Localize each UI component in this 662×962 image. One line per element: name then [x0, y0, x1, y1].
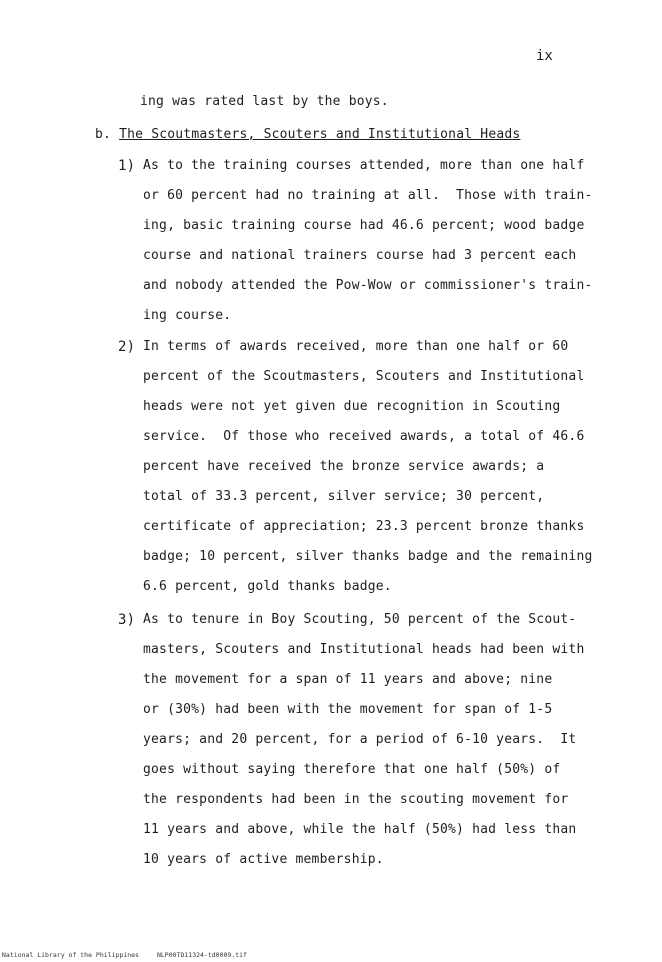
footer-library: National Library of the Philippines: [2, 951, 139, 959]
item-number: 2): [118, 339, 136, 355]
item-line: years; and 20 percent, for a period of 6-10 years. It: [143, 732, 577, 747]
item-line: total of 33.3 percent, silver service; 30 percent,: [143, 489, 545, 504]
item-line: In terms of awards received, more than one half or 60: [143, 339, 569, 354]
item-line: certificate of appreciation; 23.3 percent bronze thanks: [143, 519, 585, 534]
item-line: service. Of those who received awards, a total of 46.6: [143, 429, 585, 444]
intro-line: ing was rated last by the boys.: [140, 94, 389, 109]
item-line: ing, basic training course had 46.6 percent; wood badge: [143, 218, 585, 233]
item-line: percent have received the bronze service awards; a: [143, 459, 545, 474]
item-line: masters, Scouters and Institutional heads had been with: [143, 642, 585, 657]
item-line: or (30%) had been with the movement for span of 1-5: [143, 702, 553, 717]
item-line: As to the training courses attended, more than one half: [143, 158, 585, 173]
item-line: 11 years and above, while the half (50%) had less than: [143, 822, 577, 837]
item-number: 1): [118, 158, 136, 174]
item-line: percent of the Scoutmasters, Scouters and Institutional: [143, 369, 585, 384]
item-line: the movement for a span of 11 years and above; nine: [143, 672, 553, 687]
item-line: course and national trainers course had 3 percent each: [143, 248, 577, 263]
section-title: The Scoutmasters, Scouters and Institutional Heads: [119, 127, 521, 142]
page-number: ix: [536, 48, 553, 64]
item-line: 6.6 percent, gold thanks badge.: [143, 579, 392, 594]
item-line: goes without saying therefore that one half (50%) of: [143, 762, 561, 777]
item-line: or 60 percent had no training at all. Those with train-: [143, 188, 593, 203]
item-line: badge; 10 percent, silver thanks badge and the remaining: [143, 549, 593, 564]
footer-file: NLP00TD11324-td0009.tif: [156, 951, 247, 959]
item-line: 10 years of active membership.: [143, 852, 384, 867]
item-line: As to tenure in Boy Scouting, 50 percent of the Scout-: [143, 612, 577, 627]
scan-footer: [2, 951, 247, 959]
section-heading: [95, 127, 520, 143]
item-line: and nobody attended the Pow-Wow or commissioner's train-: [143, 278, 593, 293]
item-line: heads were not yet given due recognition in Scouting: [143, 399, 561, 414]
item-line: ing course.: [143, 308, 232, 323]
item-line: the respondents had been in the scouting movement for: [143, 792, 569, 807]
section-letter: b.: [95, 127, 112, 142]
item-number: 3): [118, 612, 136, 628]
